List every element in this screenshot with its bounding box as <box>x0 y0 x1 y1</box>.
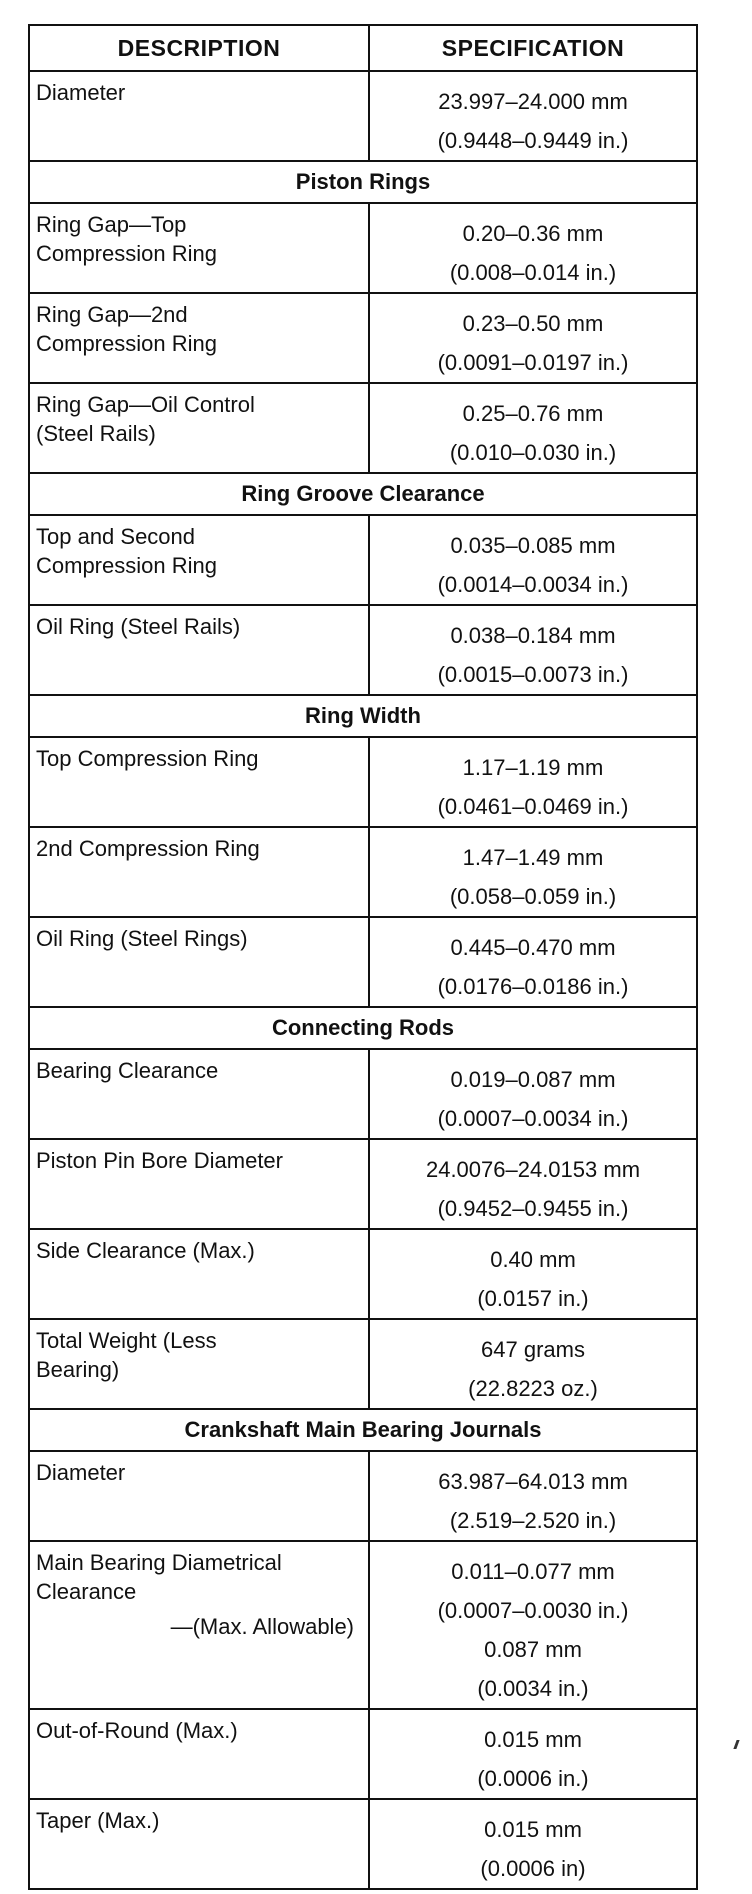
specification-line: (0.0461–0.0469 in.) <box>437 794 629 819</box>
table-row <box>29 1319 697 1409</box>
specification-line: (0.0091–0.0197 in.) <box>437 350 629 375</box>
description-cell <box>29 1139 369 1229</box>
table-row <box>29 383 697 473</box>
specification-line: 0.25–0.76 mm <box>462 401 604 426</box>
specification-line: 0.035–0.085 mm <box>450 533 616 558</box>
specification-line: (0.008–0.014 in.) <box>449 260 617 285</box>
specification-line: 0.23–0.50 mm <box>462 311 604 336</box>
specification-line: 0.038–0.184 mm <box>450 623 616 648</box>
specification-line: (0.058–0.059 in.) <box>449 884 617 909</box>
section-title: Ring Groove Clearance <box>29 473 697 515</box>
description-line: (Steel Rails) <box>36 421 156 446</box>
section-row <box>29 1007 697 1049</box>
description-cell <box>29 1541 369 1709</box>
description-line: Main Bearing Diametrical <box>36 1550 282 1575</box>
section-row <box>29 473 697 515</box>
specification-line: 1.47–1.49 mm <box>462 845 604 870</box>
specification-line: 23.997–24.000 mm <box>438 89 628 114</box>
specification-cell <box>369 1799 697 1889</box>
specification-line: (22.8223 oz.) <box>468 1376 598 1401</box>
specification-line: (0.0006 in) <box>480 1856 586 1881</box>
section-title: Connecting Rods <box>29 1007 697 1049</box>
description-line: Out-of-Round (Max.) <box>36 1718 238 1743</box>
section-row <box>29 1409 697 1451</box>
description-cell <box>29 605 369 695</box>
specification-cell <box>369 1451 697 1541</box>
description-cell <box>29 293 369 383</box>
table-row <box>29 293 697 383</box>
specification-cell <box>369 293 697 383</box>
description-cell <box>29 1049 369 1139</box>
table-row <box>29 917 697 1007</box>
description-line: Piston Pin Bore Diameter <box>36 1148 283 1173</box>
description-line: Diameter <box>36 1460 126 1485</box>
description-line: Bearing Clearance <box>36 1058 219 1083</box>
description-cell <box>29 917 369 1007</box>
specification-line: (0.0034 in.) <box>477 1676 589 1701</box>
specification-line: 647 grams <box>481 1337 585 1362</box>
specification-cell <box>369 515 697 605</box>
description-line: Oil Ring (Steel Rails) <box>36 614 241 639</box>
description-line: Diameter <box>36 80 126 105</box>
description-line: Side Clearance (Max.) <box>36 1238 255 1263</box>
table-body <box>29 71 697 1889</box>
description-cell <box>29 383 369 473</box>
description-line: Taper (Max.) <box>36 1808 160 1833</box>
header-specification: SPECIFICATION <box>369 25 697 71</box>
margin-mark <box>733 1740 739 1749</box>
specification-line: 0.015 mm <box>484 1727 582 1752</box>
description-cell <box>29 1451 369 1541</box>
description-cell <box>29 1799 369 1889</box>
specification-line: (0.0014–0.0034 in.) <box>437 572 629 597</box>
description-subline: —(Max. Allowable) <box>170 1614 354 1639</box>
description-line: Ring Gap—Top <box>36 212 187 237</box>
description-line: Compression Ring <box>36 553 217 578</box>
table-row <box>29 1049 697 1139</box>
specification-cell <box>369 1049 697 1139</box>
description-line: Clearance <box>36 1579 137 1604</box>
description-cell <box>29 737 369 827</box>
specification-cell <box>369 1319 697 1409</box>
specification-line: (0.9448–0.9449 in.) <box>437 128 629 153</box>
section-row <box>29 695 697 737</box>
specification-cell <box>369 1229 697 1319</box>
header-description: DESCRIPTION <box>29 25 369 71</box>
section-title: Piston Rings <box>29 161 697 203</box>
description-line: Top Compression Ring <box>36 746 259 771</box>
description-cell <box>29 1229 369 1319</box>
table-row <box>29 827 697 917</box>
description-line: Bearing) <box>36 1357 120 1382</box>
specification-cell <box>369 605 697 695</box>
description-cell <box>29 71 369 161</box>
description-cell <box>29 1319 369 1409</box>
header-row <box>29 25 697 71</box>
description-line: Compression Ring <box>36 331 217 356</box>
specification-line: 0.019–0.087 mm <box>450 1067 616 1092</box>
specification-line: 0.015 mm <box>484 1817 582 1842</box>
specification-line: (0.9452–0.9455 in.) <box>437 1196 629 1221</box>
specification-line: 1.17–1.19 mm <box>462 755 604 780</box>
specification-cell <box>369 383 697 473</box>
table-row <box>29 1229 697 1319</box>
specification-line: (0.0007–0.0034 in.) <box>437 1106 629 1131</box>
description-cell <box>29 827 369 917</box>
table-row <box>29 1541 697 1709</box>
specification-line: (0.0015–0.0073 in.) <box>437 662 629 687</box>
section-row <box>29 161 697 203</box>
specification-line: 24.0076–24.0153 mm <box>425 1157 641 1182</box>
specification-cell <box>369 1139 697 1229</box>
table-row <box>29 605 697 695</box>
specification-line: (0.0007–0.0030 in.) <box>437 1598 629 1623</box>
description-cell <box>29 1709 369 1799</box>
description-line: Total Weight (Less <box>36 1328 217 1353</box>
specification-cell <box>369 917 697 1007</box>
specification-line: (0.010–0.030 in.) <box>449 440 617 465</box>
description-line: 2nd Compression Ring <box>36 836 260 861</box>
specification-line: 0.445–0.470 mm <box>450 935 616 960</box>
specification-line: (0.0176–0.0186 in.) <box>437 974 629 999</box>
table-row <box>29 1709 697 1799</box>
specification-line: 63.987–64.013 mm <box>438 1469 628 1494</box>
specification-line: 0.40 mm <box>490 1247 576 1272</box>
specification-cell <box>369 1709 697 1799</box>
specification-line: 0.20–0.36 mm <box>462 221 604 246</box>
specification-line: 0.087 mm <box>484 1637 582 1662</box>
specification-cell <box>369 203 697 293</box>
description-cell <box>29 203 369 293</box>
description-cell <box>29 515 369 605</box>
description-line: Ring Gap—Oil Control <box>36 392 255 417</box>
specification-line: 0.011–0.077 mm <box>451 1559 615 1584</box>
section-title: Ring Width <box>29 695 697 737</box>
description-line: Oil Ring (Steel Rings) <box>36 926 248 951</box>
table-row <box>29 515 697 605</box>
table-row <box>29 1139 697 1229</box>
specification-line: (2.519–2.520 in.) <box>449 1508 617 1533</box>
table-row <box>29 203 697 293</box>
specification-cell <box>369 71 697 161</box>
table-row <box>29 71 697 161</box>
specification-line: (0.0006 in.) <box>477 1766 589 1791</box>
description-line: Compression Ring <box>36 241 217 266</box>
specification-table <box>28 24 698 1890</box>
description-line: Ring Gap—2nd <box>36 302 188 327</box>
table-row <box>29 1799 697 1889</box>
specification-cell <box>369 737 697 827</box>
specification-cell <box>369 1541 697 1709</box>
section-title: Crankshaft Main Bearing Journals <box>29 1409 697 1451</box>
specification-line: (0.0157 in.) <box>477 1286 589 1311</box>
description-line: Top and Second <box>36 524 196 549</box>
table-row <box>29 737 697 827</box>
specification-cell <box>369 827 697 917</box>
table-row <box>29 1451 697 1541</box>
